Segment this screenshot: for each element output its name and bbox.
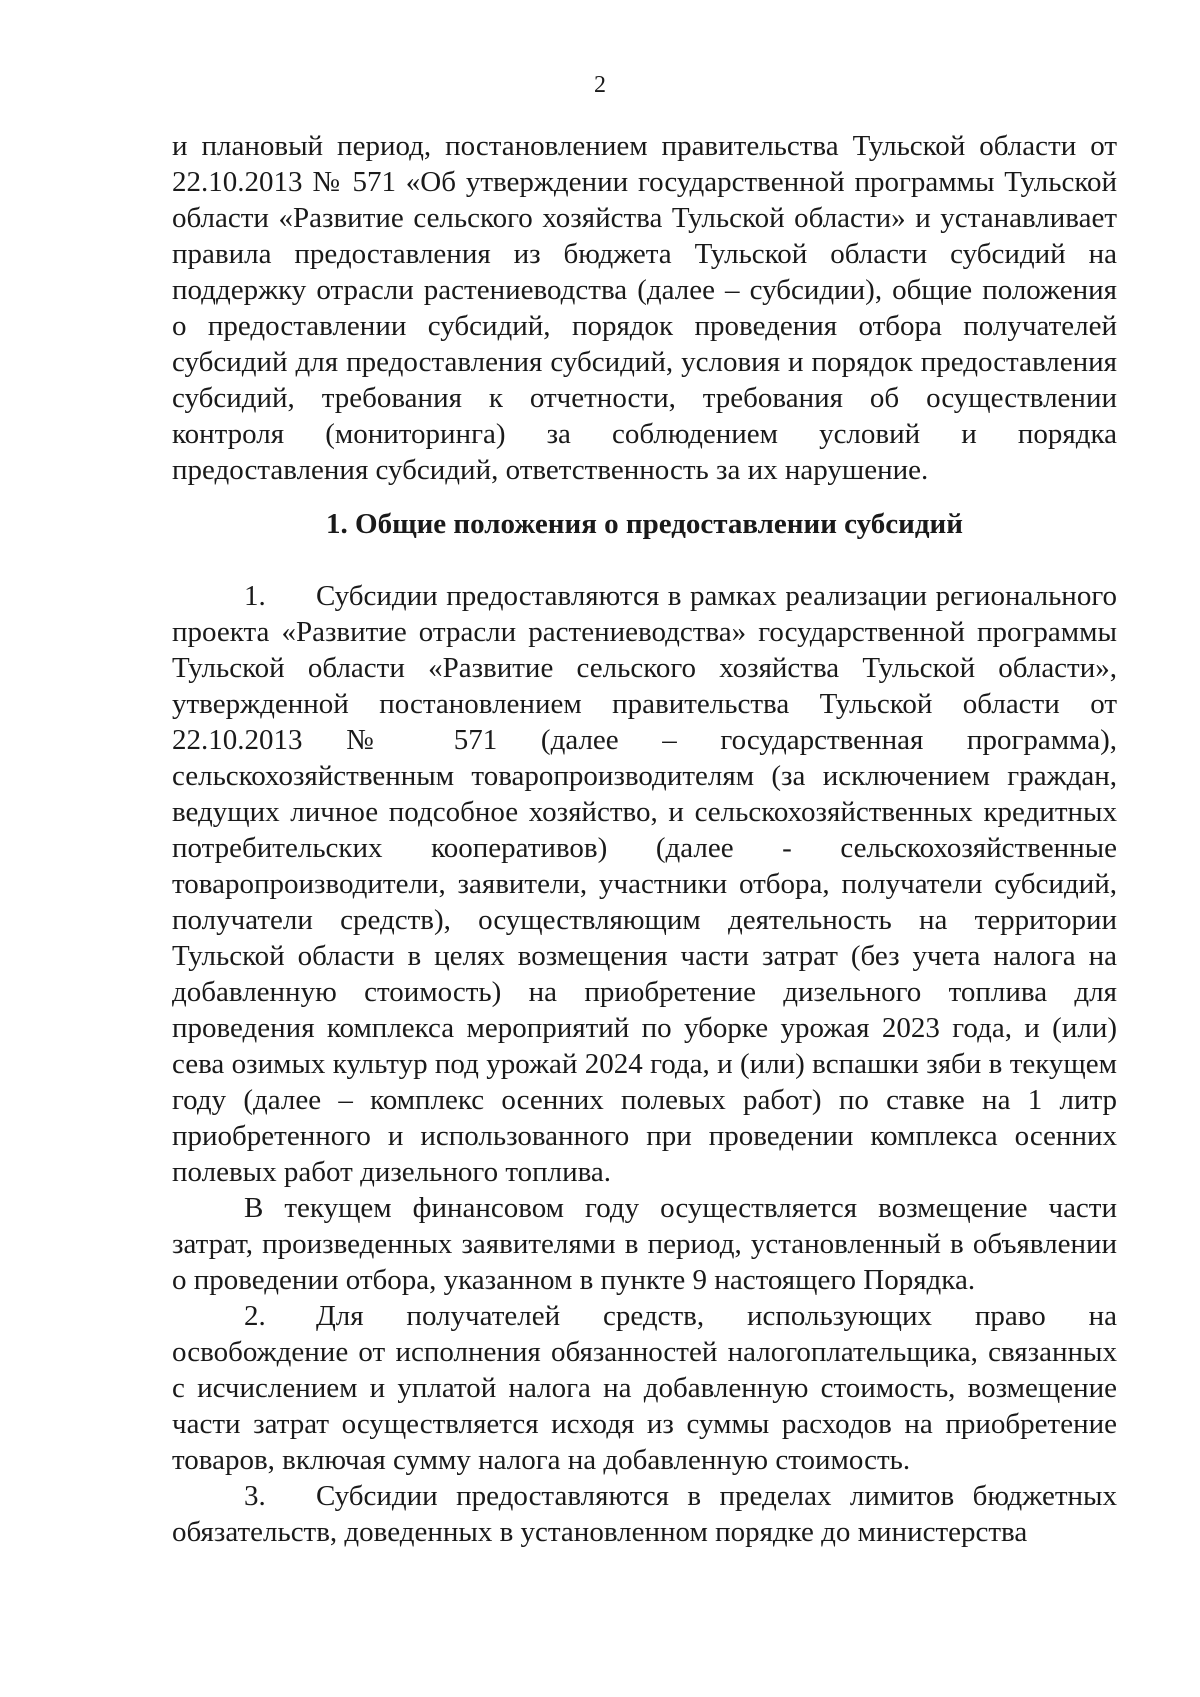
paragraph-number: 3. <box>244 1480 266 1512</box>
paragraph-3 <box>172 1478 1117 1550</box>
paragraph-text: Субсидии предоставляются в пределах лимитов бюджетных обязательств, доведенных в установленном порядке до министерства <box>172 1480 1117 1548</box>
paragraph-text: Для получателей средств, использующих право на освобождение от исполнения обязанностей налогоплательщика, связанных с исчислением и уплатой налога на добавленную стоимость, возмещение части затрат осуществляется исходя из суммы расходов на приобретение товаров, включая сумму налога на добавленную стоимость. <box>172 1300 1117 1476</box>
paragraph-number: 2. <box>244 1300 266 1332</box>
document-body <box>172 128 1117 1550</box>
intro-paragraph: и плановый период, постановлением правительства Тульской области от 22.10.2013 № 571 «Об утверждении государственной программы Тульской области «Развитие сельского хозяйства Тульской области» и устанавливает правила предоставления из бюджета Тульской области субсидий на поддержку отрасли растениеводства (далее – субсидии), общие положения о предоставлении субсидий, порядок проведения отбора получателей субсидий для предоставления субсидий, условия и порядок предоставления субсидий, требования к отчетности, требования об осуществлении контроля (мониторинга) за соблюдением условий и порядка предоставления субсидий, ответственность за их нарушение. <box>172 130 1117 486</box>
page-number: 2 <box>594 72 606 98</box>
paragraph-1-continuation: В текущем финансовом году осуществляется возмещение части затрат, произведенных заявителями в период, установленный в объявлении о проведении отбора, указанном в пункте 9 настоящего Порядка. <box>172 1192 1117 1296</box>
paragraph-2 <box>172 1298 1117 1478</box>
section-heading: 1. Общие положения о предоставлении субсидий <box>326 508 963 540</box>
paragraph-1 <box>172 578 1117 1190</box>
paragraph-text: Субсидии предоставляются в рамках реализации регионального проекта «Развитие отрасли растениеводства» государственной программы Тульской области «Развитие сельского хозяйства Тульской области», утвержденной постановлением правительства Тульской области от 22.10.2013 № 571 (далее – государственная программа), сельскохозяйственным товаропроизводителям (за исключением граждан, ведущих личное подсобное хозяйство, и сельскохозяйственных кредитных потребительских кооперативов) (далее - сельскохозяйственные товаропроизводители, заявители, участники отбора, получатели субсидий, получатели средств), осуществляющим деятельность на территории Тульской области в целях возмещения части затрат (без учета налога на добавленную стоимость) на приобретение дизельного топлива для проведения комплекса мероприятий по уборке урожая 2023 года, и (или) сева озимых культур под урожай 2024 года, и (или) вспашки зяби в текущем году (далее – комплекс осенних полевых работ) по ставке на 1 литр приобретенного и использованного при проведении комплекса осенних полевых работ дизельного топлива. <box>172 580 1117 1188</box>
paragraph-number: 1. <box>244 580 266 612</box>
